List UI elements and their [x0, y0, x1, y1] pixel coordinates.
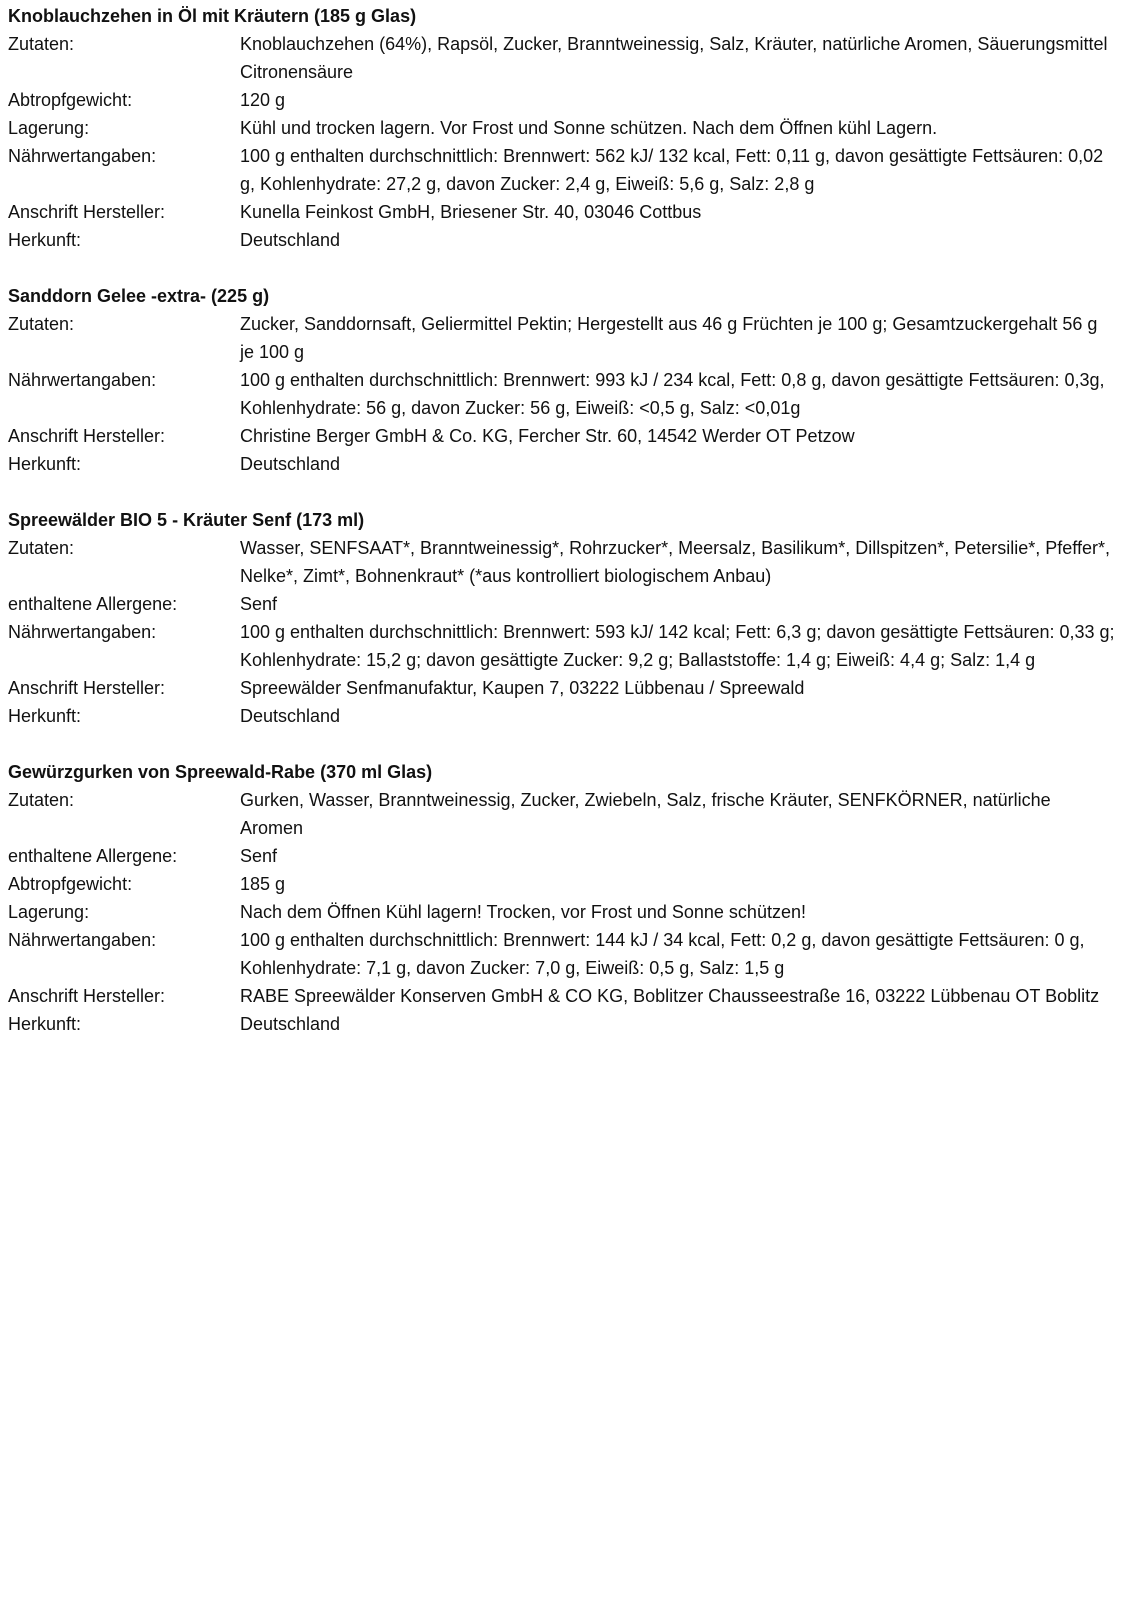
row-value: RABE Spreewälder Konserven GmbH & CO KG, Boblitzer Chausseestraße 16, 03222 Lübbenau OT Boblitz [240, 986, 1100, 1006]
info-row-ingredients [8, 786, 1123, 842]
row-value: 185 g [240, 874, 286, 894]
product-title: Sanddorn Gelee -extra- (225 g) [8, 286, 270, 306]
row-label: Anschrift Hersteller: [8, 426, 166, 446]
product-title: Knoblauchzehen in Öl mit Kräutern (185 g Glas) [8, 6, 417, 26]
product-title: Spreewälder BIO 5 - Kräuter Senf (173 ml) [8, 510, 365, 530]
info-row-origin [8, 702, 1123, 730]
product-section [8, 2, 1123, 254]
info-row-nutrition [8, 142, 1123, 198]
row-label: Zutaten: [8, 790, 75, 810]
product-section [8, 282, 1123, 478]
row-value: Kühl und trocken lagern. Vor Frost und Sonne schützen. Nach dem Öffnen kühl Lagern. [240, 118, 938, 138]
row-value: Gurken, Wasser, Branntweinessig, Zucker, Zwiebeln, Salz, frische Kräuter, SENFKÖRNER, natürliche Aromen [240, 790, 1051, 838]
product-section [8, 758, 1123, 1038]
info-row-manufacturer [8, 982, 1123, 1010]
row-value: Zucker, Sanddornsaft, Geliermittel Pektin; Hergestellt aus 46 g Früchten je 100 g; Gesamtzuckergehalt 56 g je 100 g [240, 314, 1098, 362]
info-row-manufacturer [8, 422, 1123, 450]
row-label: Nährwertangaben: [8, 930, 157, 950]
info-row-manufacturer [8, 674, 1123, 702]
row-value: Deutschland [240, 1014, 341, 1034]
info-row-origin [8, 1010, 1123, 1038]
info-row-ingredients [8, 30, 1123, 86]
info-row-ingredients [8, 534, 1123, 590]
row-value: Christine Berger GmbH & Co. KG, Fercher Str. 60, 14542 Werder OT Petzow [240, 426, 855, 446]
row-value: Deutschland [240, 706, 341, 726]
info-row-storage [8, 114, 1123, 142]
row-value: 100 g enthalten durchschnittlich: Brennwert: 593 kJ/ 142 kcal; Fett: 6,3 g; davon gesättigte Fettsäuren: 0,33 g; Kohlenhydrate: 15,2 g; davon gesättigte Zucker: 9,2 g; Ballaststoffe: 1,4 g; Eiweiß: 4,4 g; Salz: 1,4 g [240, 622, 1115, 670]
row-label: Anschrift Hersteller: [8, 678, 166, 698]
row-label: Lagerung: [8, 118, 90, 138]
info-row-drained-weight [8, 870, 1123, 898]
product-title: Gewürzgurken von Spreewald-Rabe (370 ml Glas) [8, 762, 433, 782]
row-value: Deutschland [240, 230, 341, 250]
info-row-drained-weight [8, 86, 1123, 114]
row-value: Kunella Feinkost GmbH, Briesener Str. 40, 03046 Cottbus [240, 202, 702, 222]
row-label: Herkunft: [8, 1014, 82, 1034]
row-label: Herkunft: [8, 230, 82, 250]
info-row-nutrition [8, 926, 1123, 982]
info-row-nutrition [8, 366, 1123, 422]
row-label: enthaltene Allergene: [8, 594, 178, 614]
row-value: 100 g enthalten durchschnittlich: Brennwert: 993 kJ / 234 kcal, Fett: 0,8 g, davon gesättigte Fettsäuren: 0,3g, Kohlenhydrate: 56 g, davon Zucker: 56 g, Eiweiß: <0,5 g, Salz: <0,01g [240, 370, 1105, 418]
info-row-storage [8, 898, 1123, 926]
row-label: Herkunft: [8, 454, 82, 474]
row-value: Wasser, SENFSAAT*, Branntweinessig*, Rohrzucker*, Meersalz, Basilikum*, Dillspitzen*, Petersilie*, Pfeffer*, Nelke*, Zimt*, Bohnenkraut* (*aus kontrolliert biologischem Anbau) [240, 538, 1110, 586]
row-value: Deutschland [240, 454, 341, 474]
row-label: Anschrift Hersteller: [8, 202, 166, 222]
row-label: Abtropfgewicht: [8, 874, 133, 894]
row-value: Spreewälder Senfmanufaktur, Kaupen 7, 03222 Lübbenau / Spreewald [240, 678, 805, 698]
row-value: Senf [240, 846, 278, 866]
row-label: Nährwertangaben: [8, 146, 157, 166]
info-row-nutrition [8, 618, 1123, 674]
row-label: Zutaten: [8, 314, 75, 334]
row-value: 120 g [240, 90, 286, 110]
info-row-manufacturer [8, 198, 1123, 226]
row-label: Nährwertangaben: [8, 370, 157, 390]
info-row-origin [8, 226, 1123, 254]
product-section [8, 506, 1123, 730]
row-label: Lagerung: [8, 902, 90, 922]
row-label: Abtropfgewicht: [8, 90, 133, 110]
row-label: enthaltene Allergene: [8, 846, 178, 866]
row-value: Knoblauchzehen (64%), Rapsöl, Zucker, Branntweinessig, Salz, Kräuter, natürliche Aromen, Säuerungsmittel Citronensäure [240, 34, 1108, 82]
row-value: 100 g enthalten durchschnittlich: Brennwert: 144 kJ / 34 kcal, Fett: 0,2 g, davon gesättigte Fettsäuren: 0 g, Kohlenhydrate: 7,1 g, davon Zucker: 7,0 g, Eiweiß: 0,5 g, Salz: 1,5 g [240, 930, 1085, 978]
row-value: Senf [240, 594, 278, 614]
info-row-allergens [8, 842, 1123, 870]
row-label: Zutaten: [8, 538, 75, 558]
info-row-origin [8, 450, 1123, 478]
row-value: Nach dem Öffnen Kühl lagern! Trocken, vor Frost und Sonne schützen! [240, 902, 806, 922]
info-row-ingredients [8, 310, 1123, 366]
row-label: Herkunft: [8, 706, 82, 726]
row-label: Anschrift Hersteller: [8, 986, 166, 1006]
document-page [8, 0, 1123, 1066]
row-value: 100 g enthalten durchschnittlich: Brennwert: 562 kJ/ 132 kcal, Fett: 0,11 g, davon gesättigte Fettsäuren: 0,02 g, Kohlenhydrate: 27,2 g, davon Zucker: 2,4 g, Eiweiß: 5,6 g, Salz: 2,8 g [240, 146, 1104, 194]
row-label: Zutaten: [8, 34, 75, 54]
row-label: Nährwertangaben: [8, 622, 157, 642]
info-row-allergens [8, 590, 1123, 618]
